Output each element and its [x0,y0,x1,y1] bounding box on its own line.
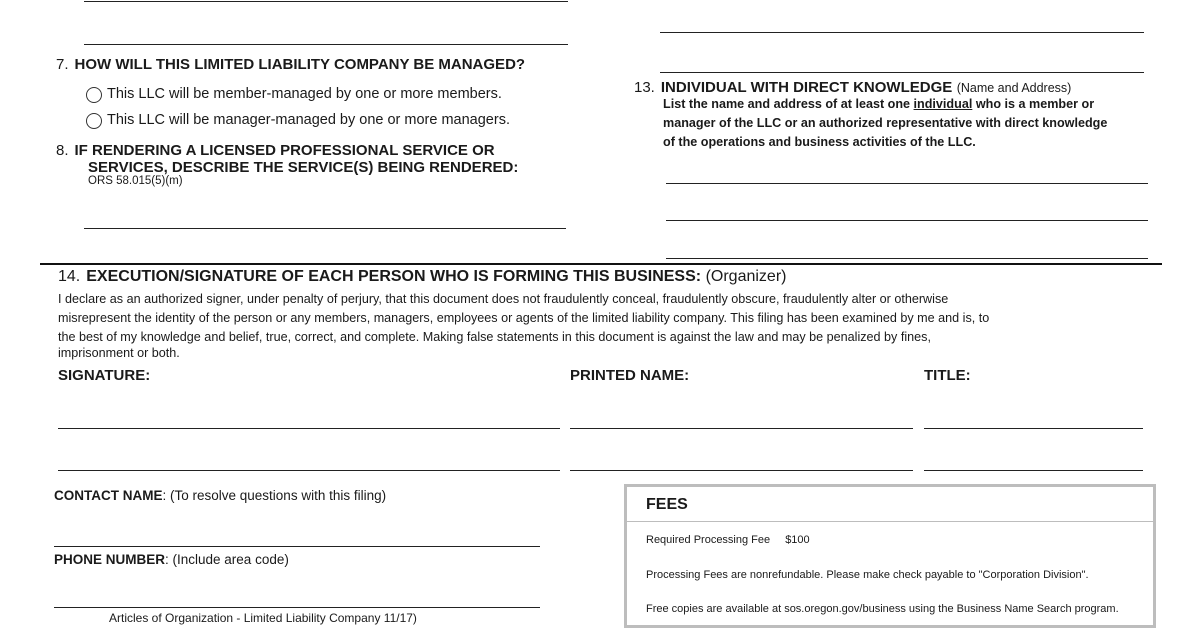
section-7-title: HOW WILL THIS LIMITED LIABILITY COMPANY BE MANAGED? [74,56,526,73]
contact-name-title: CONTACT NAME [54,488,163,503]
section-13-instr-line1 [663,95,1107,114]
contact-name-line[interactable] [54,546,540,547]
instr-text-after: who is a member or [975,97,1095,111]
instr-text-before: List the name and address of at least one [663,97,911,111]
declaration-text [58,290,1158,360]
processing-fee-row [646,534,810,546]
member-managed-label: This LLC will be member-managed by one or more members. [107,86,502,102]
section-8-statute: ORS 58.015(5)(m) [88,175,183,187]
section-14-heading [58,268,786,286]
declaration-line: I declare as an authorized signer, under penalty of perjury, that this document does not fraudulently conceal, fraudulently obscure, fraudulently alter or otherwise [58,292,949,306]
section-14-number: 14. [58,268,81,285]
signature-line-1[interactable] [58,428,560,429]
direct-knowledge-line-2[interactable] [666,220,1148,221]
section-8-number: 8. [56,142,69,159]
section-13-title: INDIVIDUAL WITH DIRECT KNOWLEDGE [660,79,953,96]
signature-label: SIGNATURE: [58,367,151,384]
phone-number-title: PHONE NUMBER [54,552,166,567]
blank-line-top-right-1[interactable] [660,32,1144,33]
declaration-line: imprisonment or both. [58,346,180,361]
section-8-heading [56,142,495,159]
instr-text-underlined: individual [913,97,973,111]
blank-line-top-left-1[interactable] [84,1,568,2]
fees-divider [627,521,1153,522]
manager-managed-radio[interactable] [86,113,102,129]
manager-managed-label: This LLC will be manager-managed by one or more managers. [107,112,510,128]
processing-fee-amount: $100 [785,534,810,546]
nonrefundable-note: Processing Fees are nonrefundable. Please make check payable to "Corporation Division". [646,569,1089,581]
title-line-2[interactable] [924,470,1143,471]
title-line-1[interactable] [924,428,1143,429]
service-description-line[interactable] [84,228,566,229]
phone-number-note: : (Include area code) [165,552,289,567]
direct-knowledge-line-1[interactable] [666,183,1148,184]
member-managed-radio[interactable] [86,87,102,103]
section-7-heading [56,56,525,73]
section-13-instr-line2: manager of the LLC or an authorized representative with direct knowledge [663,116,1108,130]
declaration-line: misrepresent the identity of the person or any members, managers, employees or agents of the limited liability company. This filing has been examined by me and is, to [58,310,990,325]
section-8-title-line1: IF RENDERING A LICENSED PROFESSIONAL SERVICE OR [74,142,495,159]
section-13-instructions [663,95,1107,152]
section-7-number: 7. [56,56,69,73]
printed-name-label: PRINTED NAME: [570,367,690,384]
printed-name-line-2[interactable] [570,470,913,471]
phone-number-label [54,552,289,567]
title-label: TITLE: [924,367,971,384]
free-copies-note: Free copies are available at sos.oregon.gov/business using the Business Name Search program. [646,603,1119,615]
section-divider [40,263,1162,265]
form-footer-id: Articles of Organization - Limited Liability Company 11/17) [109,611,417,625]
fees-title: FEES [646,496,688,513]
contact-name-note: : (To resolve questions with this filing) [162,488,387,503]
blank-line-top-left-2[interactable] [84,44,568,45]
contact-name-label [54,488,386,503]
direct-knowledge-line-3[interactable] [666,258,1148,259]
section-14-note: (Organizer) [705,268,787,285]
signature-line-2[interactable] [58,470,560,471]
section-8-title-line2: SERVICES, DESCRIBE THE SERVICE(S) BEING RENDERED: [88,159,519,176]
section-13-instr-line3: of the operations and business activities of the LLC. [663,135,976,149]
phone-number-line[interactable] [54,607,540,608]
blank-line-top-right-2[interactable] [660,72,1144,73]
fees-box [624,484,1156,628]
section-13-note: (Name and Address) [956,81,1072,95]
processing-fee-label: Required Processing Fee [646,534,771,546]
declaration-line: the best of my knowledge and belief, true, correct, and complete. Making false statements in this document is against the law and may be penalized by fines, [58,329,931,344]
printed-name-line-1[interactable] [570,428,913,429]
section-13-number: 13. [634,79,655,96]
section-14-title: EXECUTION/SIGNATURE OF EACH PERSON WHO IS FORMING THIS BUSINESS: [86,268,702,285]
